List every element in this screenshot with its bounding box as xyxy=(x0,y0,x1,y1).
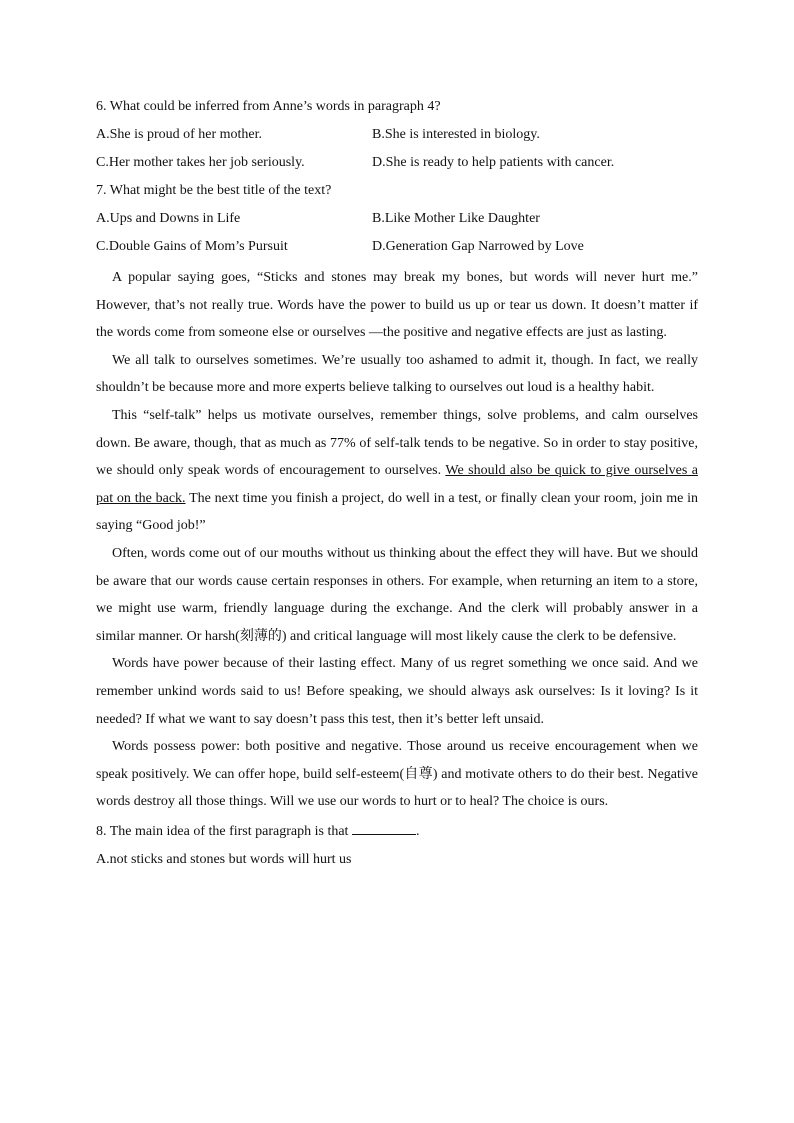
passage-paragraph-1: A popular saying goes, “Sticks and stones may break my bones, but words will never hurt me.” However, that’s not really true. Words have the power to build us up or tear us down. It doesn’t matter if the words come from someone else or ourselves —the positive and negative effects are just as lasting. xyxy=(96,270,698,341)
q6-option-d: D.She is ready to help patients with cancer. xyxy=(372,155,615,170)
exam-page xyxy=(96,96,698,877)
q7-option-d: D.Generation Gap Narrowed by Love xyxy=(372,239,584,254)
q7-option-a: A.Ups and Downs in Life xyxy=(96,211,241,226)
question-8-stem xyxy=(96,820,698,843)
passage-paragraph-5: Words have power because of their lasting effect. Many of us regret something we once said. And we remember unkind words said to us! Before speaking, we should always ask ourselves: Is it loving? Is it needed? If what we want to say doesn’t pass this test, then it’s better left unsaid. xyxy=(96,656,698,727)
q7-option-c: C.Double Gains of Mom’s Pursuit xyxy=(96,239,288,254)
q6-option-c: C.Her mother takes her job seriously. xyxy=(96,155,305,170)
q6-option-a: A.She is proud of her mother. xyxy=(96,127,263,142)
question-7-options xyxy=(96,208,698,258)
question-6-stem: 6. What could be inferred from Anne’s words in paragraph 4? xyxy=(96,99,441,114)
passage-paragraph-3 xyxy=(96,402,698,540)
passage-paragraph-2: We all talk to ourselves sometimes. We’re usually too ashamed to admit it, though. In fact, we really shouldn’t be because more and more experts believe talking to ourselves out loud is a healthy habit. xyxy=(96,352,698,396)
p3-text-before: This “self-talk” helps us motivate ourselves, remember things, solve problems, and calm ourselves down. Be aware, though, that as much as 77% of self-talk tends to be negative. So in order to stay positive, we should only speak words of encouragement to ourselves. xyxy=(96,407,698,479)
q7-option-b: B.Like Mother Like Daughter xyxy=(372,211,540,226)
passage-paragraph-6: Words possess power: both positive and negative. Those around us receive encouragement when we speak positively. We can offer hope, build self-esteem(自尊) and motivate others to do their best. Negative words destroy all those things. Will we use our words to hurt or to heal? The choice is ours. xyxy=(96,739,698,810)
q8-stem-end: . xyxy=(415,823,420,839)
q8-stem-text: 8. The main idea of the first paragraph is that xyxy=(96,823,352,839)
p3-text-after: The next time you finish a project, do well in a test, or finally clean your room, join me in saying “Good job!” xyxy=(96,490,698,534)
p3-underlined-sentence: We should also be quick to give ourselves a pat on the back. xyxy=(96,463,698,506)
answer-blank xyxy=(352,820,416,835)
q6-option-b: B.She is interested in biology. xyxy=(372,127,540,142)
passage-paragraph-4: Often, words come out of our mouths without us thinking about the effect they will have. But we should be aware that our words cause certain responses in others. For example, when returning an item to a store, we might use warm, friendly language during the exchange. And the clerk will probably answer in a similar manner. Or harsh(刻薄的) and critical language will most likely cause the clerk to be defensive. xyxy=(96,545,698,644)
reading-passage xyxy=(96,264,698,816)
q8-option-a: A.not sticks and stones but words will hurt us xyxy=(96,851,352,867)
question-6-options xyxy=(96,124,698,174)
question-7-stem: 7. What might be the best title of the text? xyxy=(96,183,332,198)
